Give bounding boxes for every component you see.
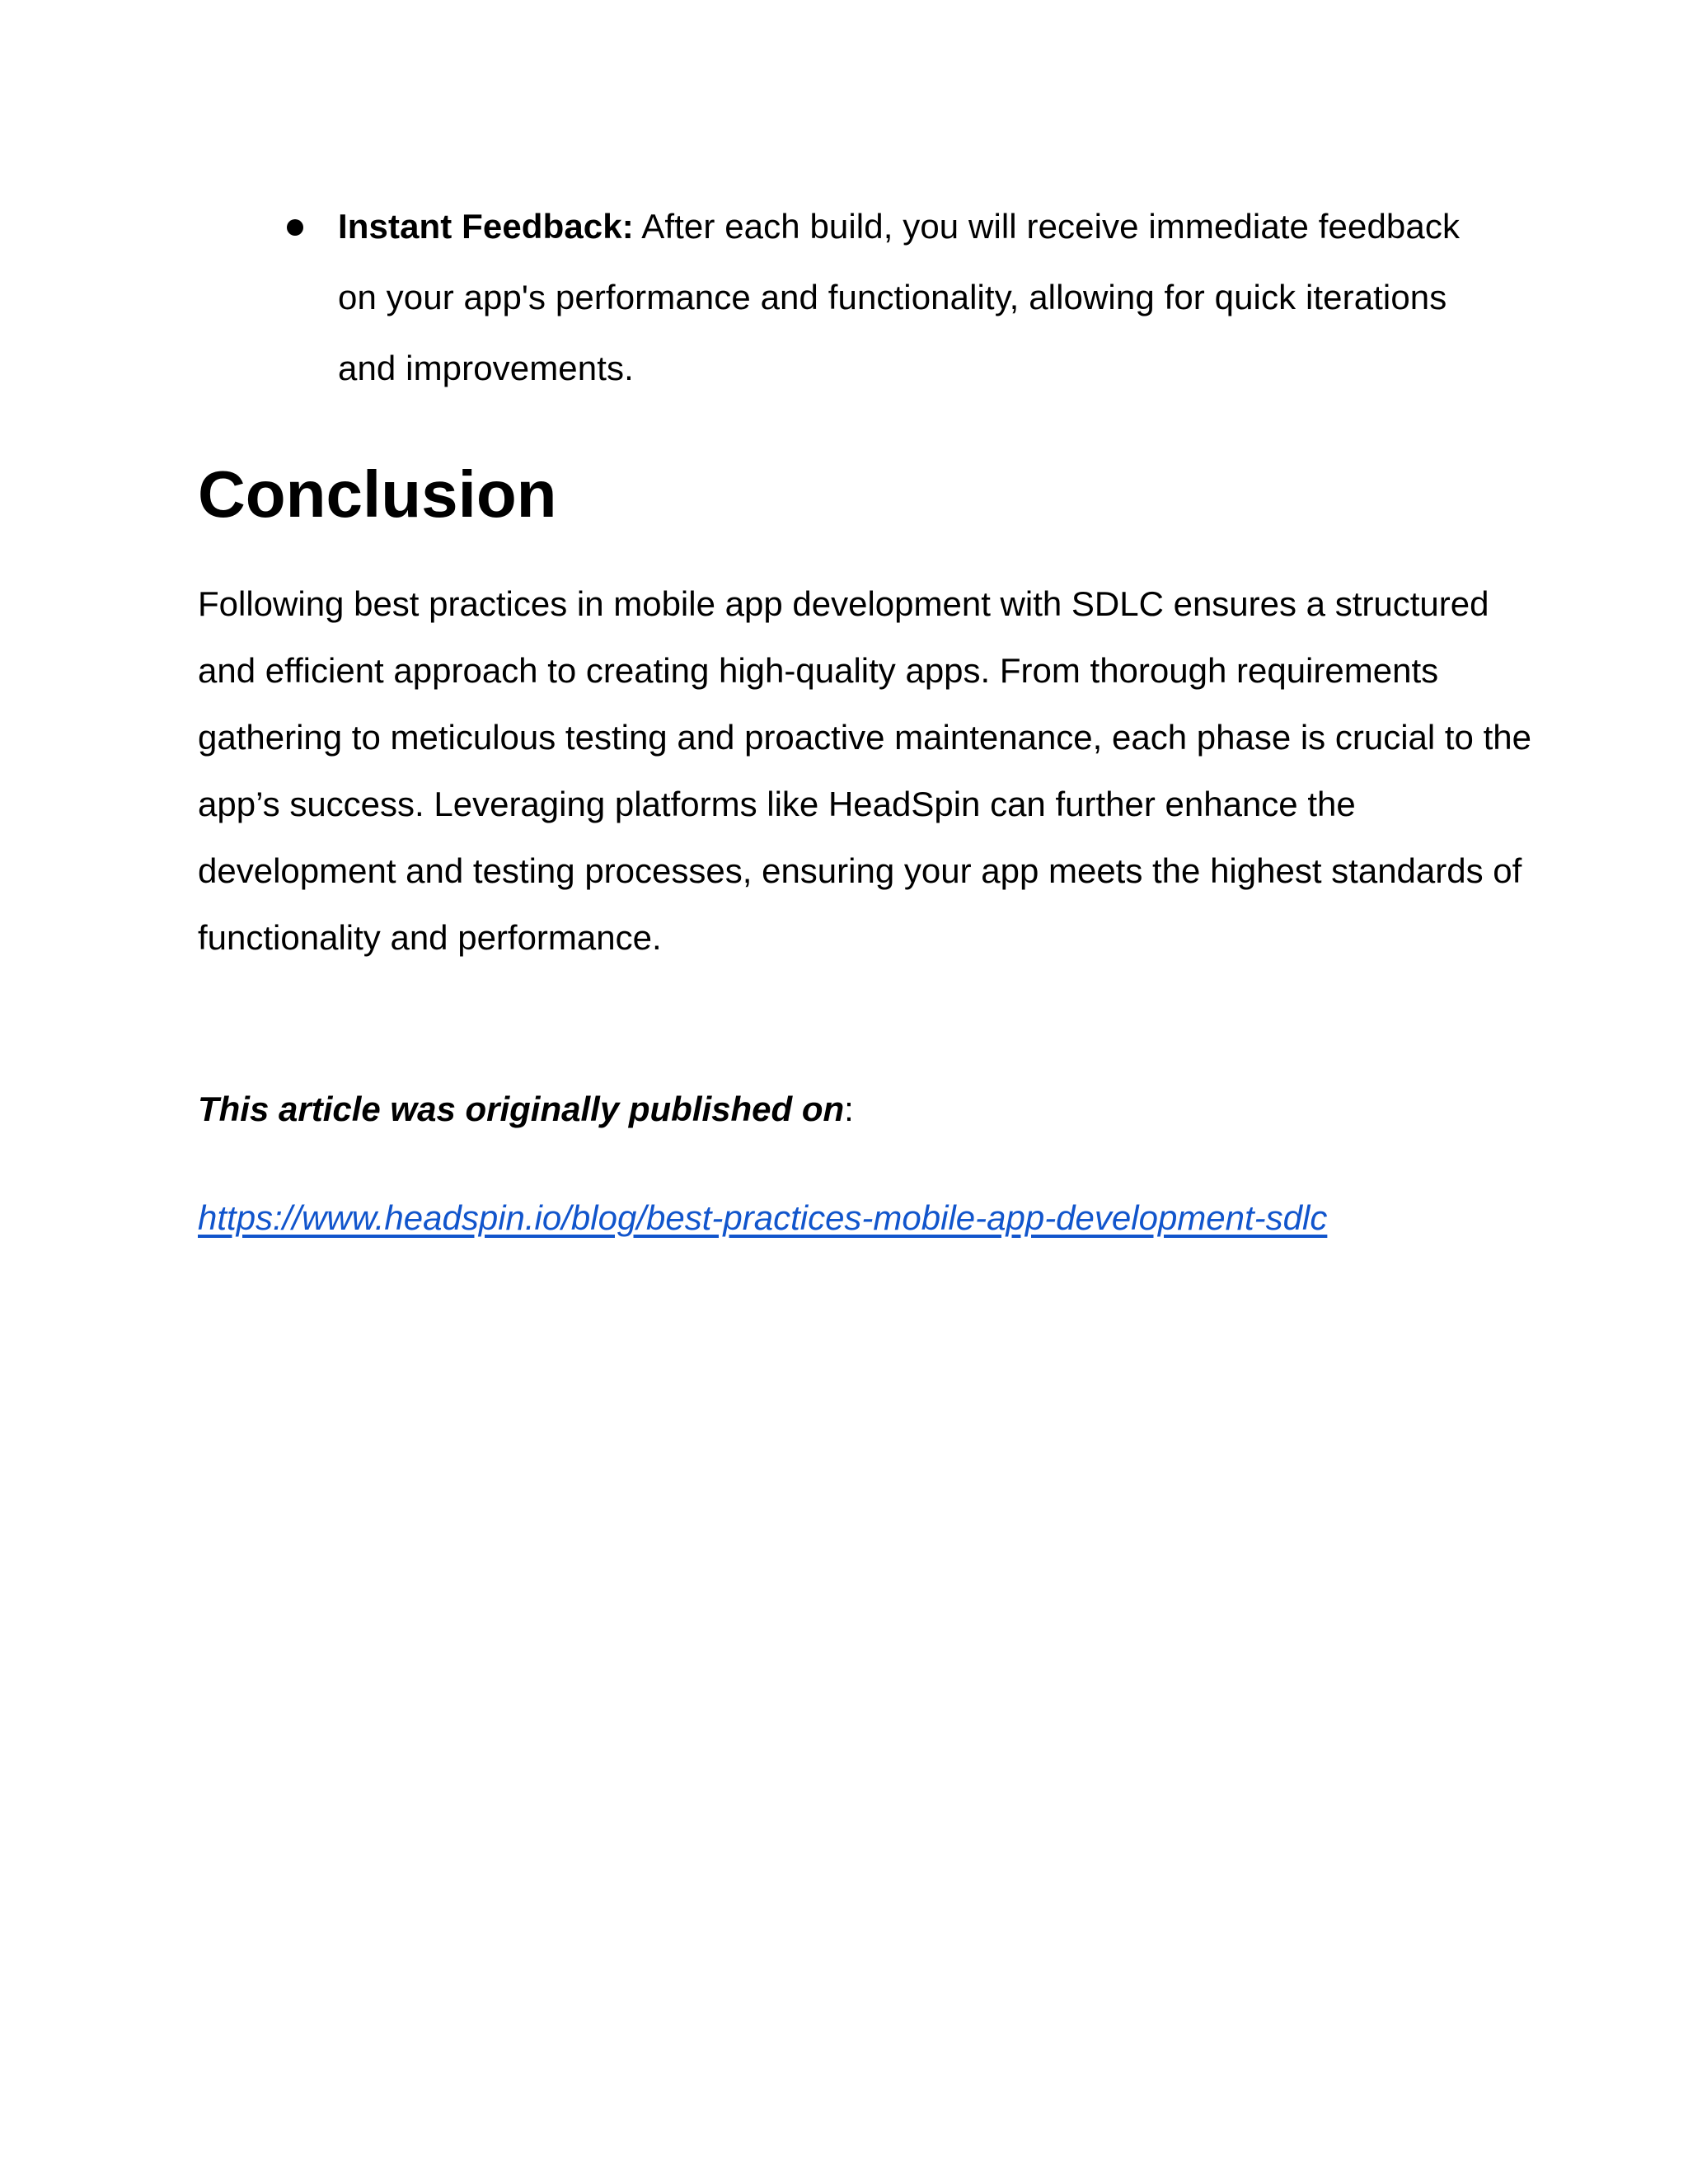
published-label: This article was originally published on — [198, 1090, 845, 1128]
section-heading-conclusion: Conclusion — [198, 457, 557, 531]
feature-bullet-list — [338, 191, 1475, 404]
source-article-link[interactable]: https://www.headspin.io/blog/best-practices-mobile-app-development-sdlc — [198, 1198, 1328, 1237]
bullet-dot-icon — [287, 219, 303, 236]
published-note — [198, 1076, 854, 1142]
bullet-item-instant-feedback — [338, 191, 1475, 404]
bullet-text: After each build, you will receive immediate feedback on your app's performance and functionality, allowing for quick iterations and improvements. — [338, 207, 1461, 387]
published-colon: : — [844, 1090, 854, 1128]
bullet-label: Instant Feedback: — [338, 207, 634, 246]
conclusion-paragraph: Following best practices in mobile app development with SDLC ensures a structured and efficient approach to creating high-quality apps. From thorough requirements gathering to meticulous testing and proactive maintenance, each phase is crucial to the app’s success. Leveraging platforms like HeadSpin can further enhance the development and testing processes, ensuring your app meets the highest standards of functionality and performance. — [198, 584, 1531, 957]
